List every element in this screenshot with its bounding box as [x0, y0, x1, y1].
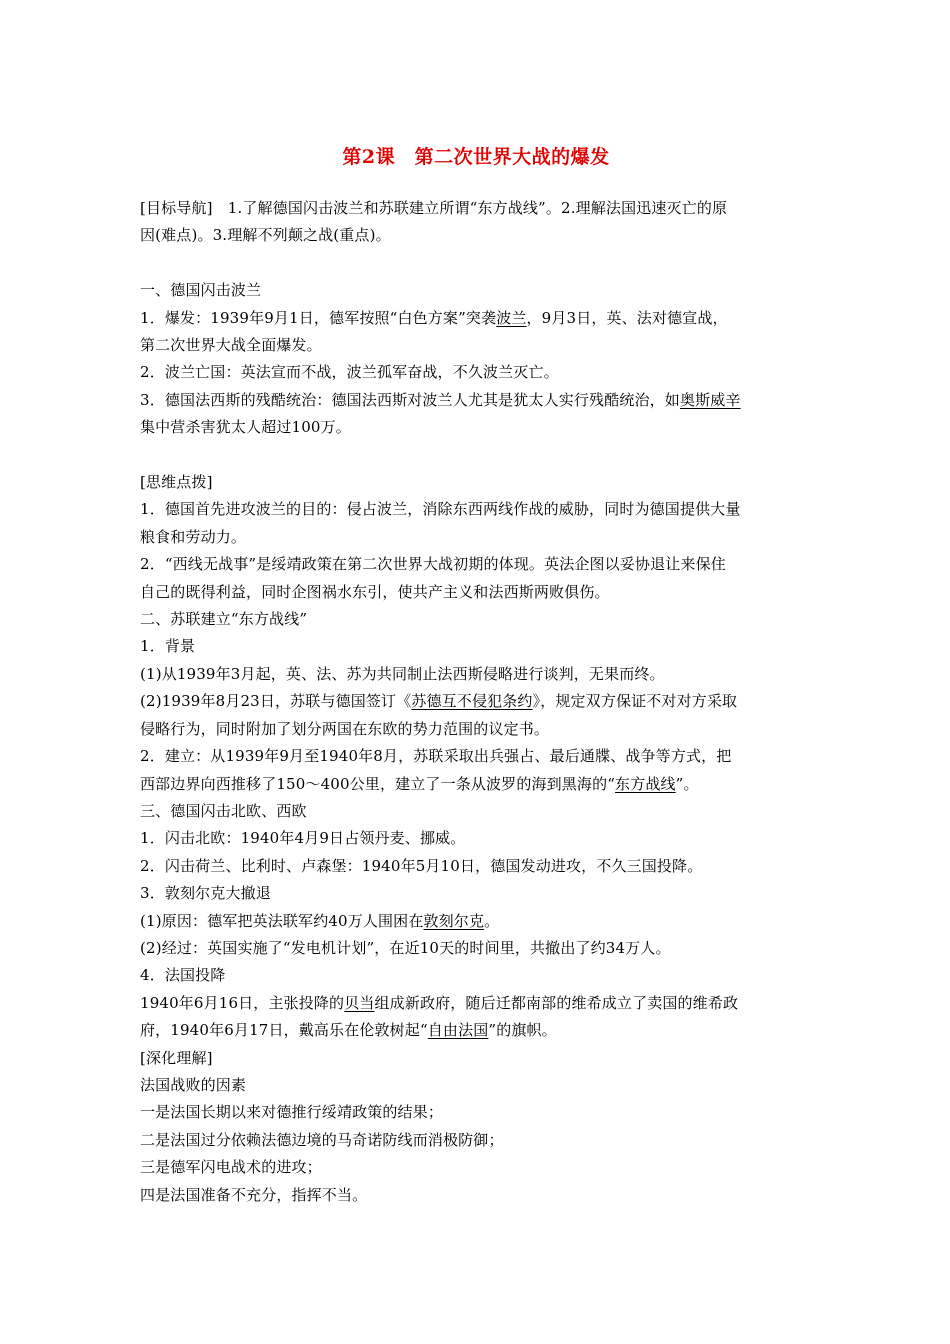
deep-item-3: 三是德军闪电战术的进攻；: [140, 1158, 322, 1177]
thinking-1-cont: 粮食和劳动力。: [140, 527, 247, 546]
s2-bg-item-1: (1)从1939年3月起，英、法、苏为共同制止法西斯侵略进行谈判，无果而终。: [140, 664, 665, 683]
spacer: [140, 442, 812, 469]
s2-background: 1．背景: [140, 637, 196, 656]
s1-paragraph-3-cont: 集中营杀害犹太人超过100万。: [140, 418, 351, 437]
deep-label: [深化理解]: [140, 1048, 213, 1067]
s2-bg-item-2-cont: 侵略行为，同时附加了划分两国在东欧的势力范围的议定书。: [140, 719, 550, 738]
s3-item-1: 1．闪击北欧：1940年4月9日占领丹麦、挪威。: [140, 829, 466, 848]
s3-france-2: 府，1940年6月17日，戴高乐在伦敦树起“自由法国”的旗帜。: [140, 1021, 557, 1040]
keyword-auschwitz: 奥斯威辛: [679, 390, 741, 409]
section-1-heading: 一、德国闪击波兰: [140, 281, 262, 300]
s3-item-4: 4．法国投降: [140, 966, 226, 985]
goals-line-1: [目标导航] 1.了解德国闪击波兰和苏联建立所谓“东方战线”。2.理解法国迅速灭亡的原: [140, 199, 728, 217]
deep-item-4: 四是法国准备不充分，指挥不当。: [140, 1185, 368, 1204]
keyword-eastern-front: 东方战线: [615, 774, 676, 793]
s1-paragraph-1-cont: 第二次世界大战全面爆发。: [140, 336, 322, 355]
deep-item-1: 一是法国长期以来对德推行绥靖政策的结果；: [140, 1103, 444, 1122]
deep-item-2: 二是法国过分依赖法德边境的马奇诺防线而消极防御；: [140, 1130, 504, 1149]
keyword-pact: 苏德互不侵犯条约: [411, 692, 533, 711]
keyword-dunkirk: 敦刻尔克: [423, 911, 485, 930]
keyword-poland: 波兰: [496, 308, 527, 327]
goals-line-2: 因(难点)。3.理解不列颠之战(重点)。: [140, 226, 391, 245]
document-page: [140, 143, 812, 1209]
thinking-label: [思维点拨]: [140, 473, 213, 492]
s1-paragraph-2: 2．波兰亡国：英法宣而不战，波兰孤军奋战，不久波兰灭亡。: [140, 363, 559, 382]
spacer: [140, 250, 812, 277]
thinking-2: 2．“西线无战事”是绥靖政策在第二次世界大战初期的体现。英法企图以妥协退让来保住: [140, 555, 726, 574]
s2-bg-item-2: (2)1939年8月23日，苏联与德国签订《苏德互不侵犯条约》，规定双方保证不对对方采取: [140, 692, 738, 711]
s3-item-2: 2．闪击荷兰、比利时、卢森堡：1940年5月10日，德国发动进攻，不久三国投降。: [140, 856, 703, 875]
lesson-title: 第2课 第二次世界大战的爆发: [342, 146, 610, 168]
s3-france-1: 1940年6月16日，主张投降的贝当组成新政府，随后迁都南部的维希成立了卖国的维希政: [140, 993, 739, 1012]
thinking-1: 1．德国首先进攻波兰的目的：侵占波兰，消除东西两线作战的威胁，同时为德国提供大量: [140, 500, 741, 519]
keyword-free-france: 自由法国: [427, 1021, 489, 1040]
thinking-2-cont: 自己的既得利益，同时企图祸水东引，使共产主义和法西斯两败俱伤。: [140, 582, 610, 601]
goals-label: [目标导航]: [140, 199, 213, 217]
section-3-heading: 三、德国闪击北欧、西欧: [140, 801, 307, 820]
s2-establish: 2．建立：从1939年9月至1940年8月，苏联采取出兵强占、最后通牒、战争等方式，把: [140, 747, 732, 766]
s3-item-3: 3．敦刻尔克大撤退: [140, 884, 271, 903]
s2-establish-cont: 西部边界向西推移了150～400公里，建立了一条从波罗的海到黑海的“东方战线”。: [140, 774, 699, 793]
s1-paragraph-1: 1．爆发：1939年9月1日，德军按照“白色方案”突袭波兰，9月3日，英、法对德宣战，: [140, 308, 728, 327]
s1-paragraph-3: 3．德国法西斯的残酷统治：德国法西斯对波兰人尤其是犹太人实行残酷统治，如奥斯威辛: [140, 390, 741, 409]
deep-heading: 法国战败的因素: [140, 1075, 247, 1094]
s3-dunkirk-process: (2)经过：英国实施了“发电机计划”，在近10天的时间里，共撤出了约34万人。: [140, 938, 671, 957]
section-2-heading: 二、苏联建立“东方战线”: [140, 610, 308, 629]
keyword-petain: 贝当: [344, 993, 375, 1012]
s3-dunkirk-reason: (1)原因：德军把英法联军约40万人围困在敦刻尔克。: [140, 911, 500, 930]
